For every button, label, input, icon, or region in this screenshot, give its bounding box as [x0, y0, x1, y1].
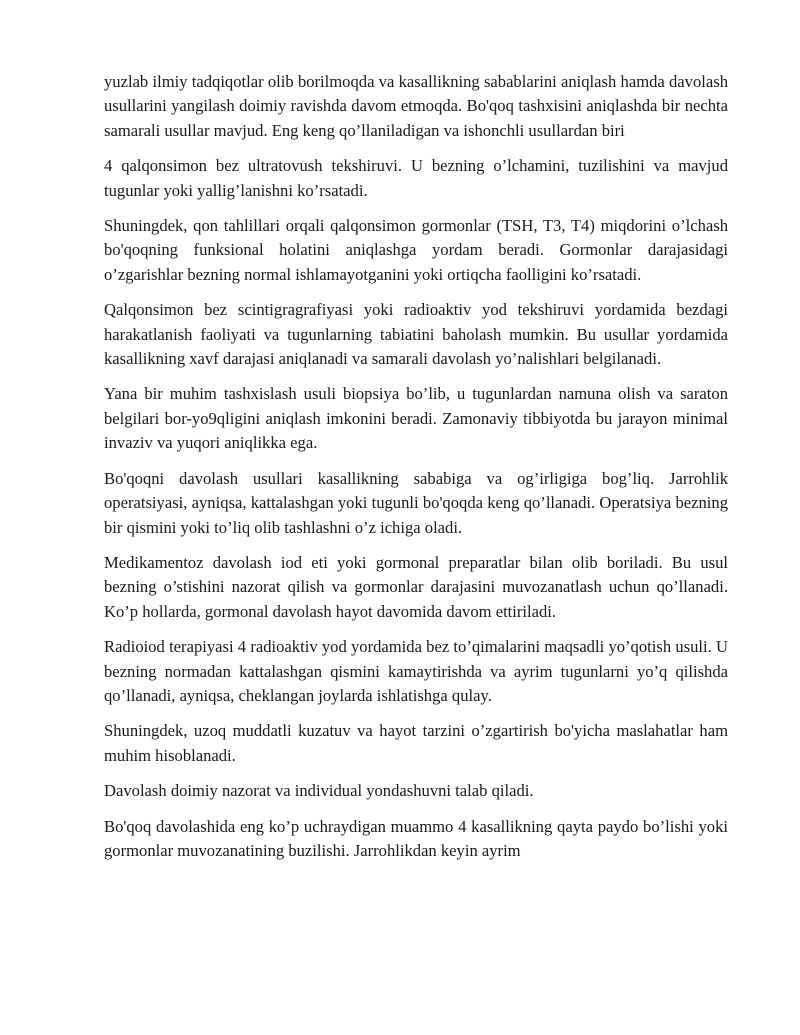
paragraph-6: Bo'qoqni davolash usullari kasallikning sababiga va og’irligiga bog’liq. Jarrohlik operatsiyasi, ayniqsa, kattalashgan yoki tugunli bo'qoqda keng qo’llanadi. Operatsiya bezning bir qismini yoki to’liq olib tashlashni o’z ichiga oladi.: [104, 468, 728, 537]
paragraph-3: Shuningdek, qon tahlillari orqali qalqonsimon gormonlar (TSH, T3, T4) miqdorini o’lchash bo'qoqning funksional holatini aniqlashga yordam beradi. Gormonlar darajasidagi o’zgarishlar bezning normal ishlamayotganini yoki ortiqcha faolligini ko’rsatadi.: [104, 216, 728, 284]
document-page: [104, 70, 728, 863]
paragraph-2: 4 qalqonsimon bez ultratovush tekshiruvi. U bezning o’lchamini, tuzilishini va mavjud tugunlar yoki yallig’lanishni ko’rsatadi.: [104, 156, 728, 200]
paragraph-4: Qalqonsimon bez scintigragrafiyasi yoki radioaktiv yod tekshiruvi yordamida bezdagi harakatlanish faoliyati va tugunlarning tabiatini baholash mumkin. Bu usullar yordamida kasallikning xavf darajasi aniqlanadi va samarali davolash yo’nalishlari belgilanadi.: [104, 300, 728, 369]
paragraph-10: Davolash doimiy nazorat va individual yondashuvni talab qiladi.: [104, 781, 534, 801]
paragraph-11: Bo'qoq davolashida eng ko’p uchraydigan muammo 4 kasallikning qayta paydo bo’lishi yoki gormonlar muvozanatining buzilishi. Jarrohlikdan keyin ayrim: [104, 816, 728, 860]
paragraph-9: Shuningdek, uzoq muddatli kuzatuv va hayot tarzini o’zgartirish bo'yicha maslahatlar ham muhim hisoblanadi.: [104, 721, 728, 765]
paragraph-1: yuzlab ilmiy tadqiqotlar olib borilmoqda va kasallikning sabablarini aniqlash hamda davolash usullarini yangilash doimiy ravishda davom etmoqda. Bo'qoq tashxisini aniqlashda bir nechta samarali usullar mavjud. Eng keng qo’llaniladigan va ishonchli usullardan biri: [104, 72, 728, 140]
paragraph-8: Radioiod terapiyasi 4 radioaktiv yod yordamida bez to’qimalarini maqsadli yo’qotish usuli. U bezning normadan kattalashgan qismini kamaytirishda va ayrim tugunlarni yo’q qilishda qo’llanadi, ayniqsa, cheklangan joylarda ishlatishga qulay.: [104, 637, 728, 705]
paragraph-7: Medikamentoz davolash iod eti yoki gormonal preparatlar bilan olib boriladi. Bu usul bezning o’stishini nazorat qilish va gormonlar darajasini muvozanatlash uchun qo’llanadi. Ko’p hollarda, gormonal davolash hayot davomida davom ettiriladi.: [104, 552, 728, 621]
paragraph-5: Yana bir muhim tashxislash usuli biopsiya bo’lib, u tugunlardan namuna olish va saraton belgilari bor-yo9qligini aniqlash imkonini beradi. Zamonaviy tibbiyotda bu jarayon minimal invaziv va yuqori aniqlikka ega.: [104, 384, 728, 453]
